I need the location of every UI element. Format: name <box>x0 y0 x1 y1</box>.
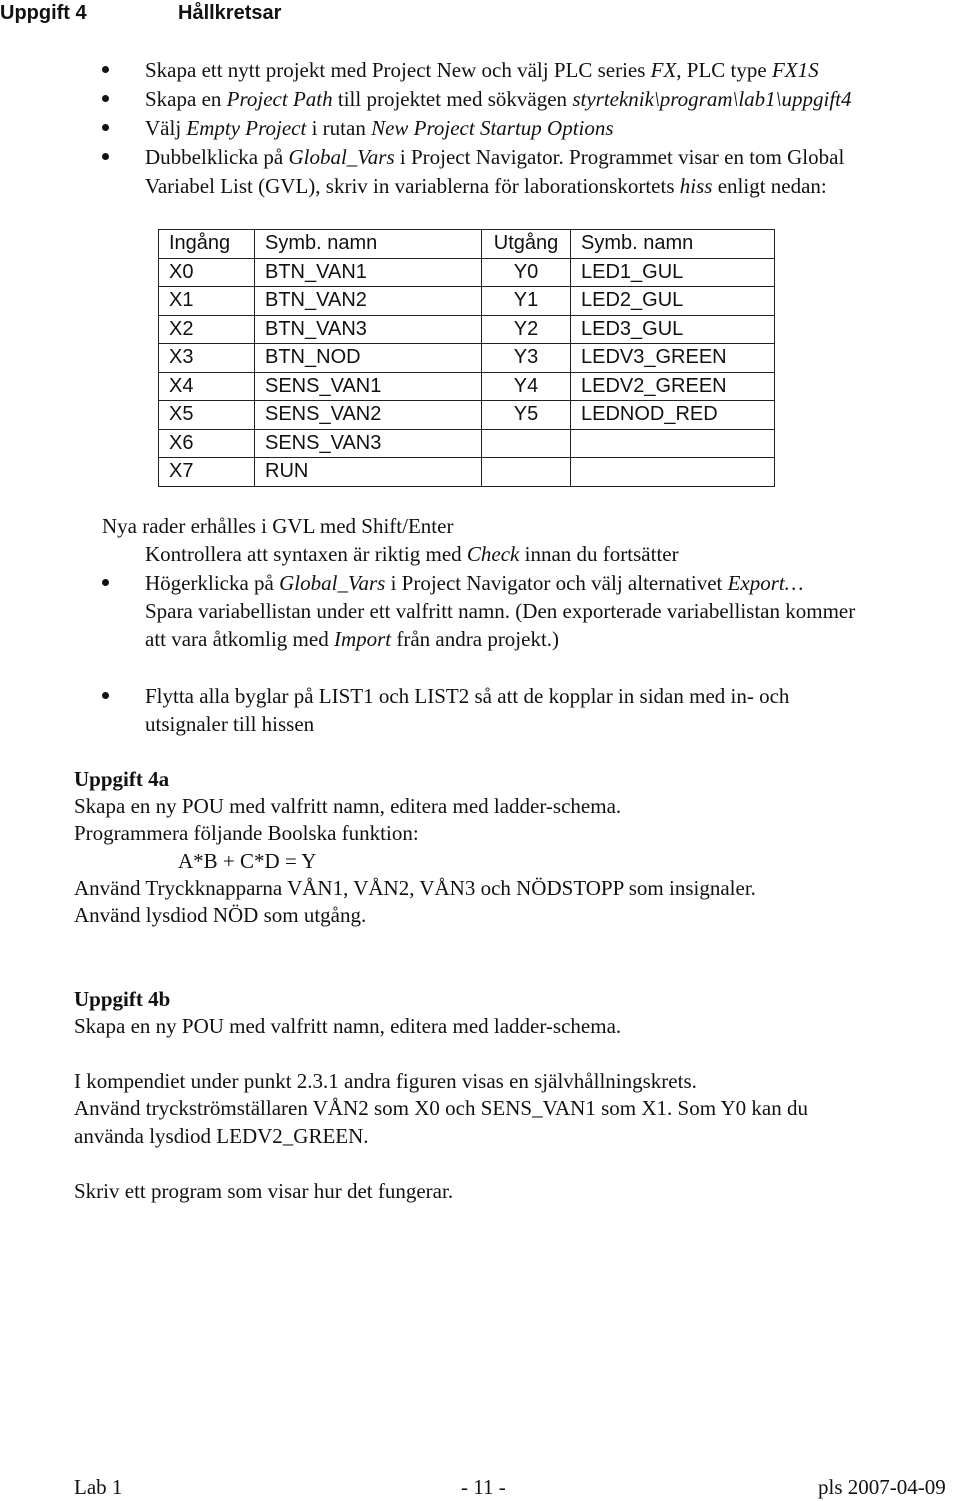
table-cell <box>571 429 775 458</box>
table-cell: X6 <box>159 429 255 458</box>
note-new-rows: Nya rader erhålles i GVL med Shift/Enter <box>102 514 454 538</box>
bullet-icon <box>102 153 109 160</box>
table-cell: X2 <box>159 315 255 344</box>
task-4a-line2: Programmera följande Boolska funktion: <box>74 821 419 845</box>
bullet-icon <box>102 66 109 73</box>
note-check-syntax: Kontrollera att syntaxen är riktig med Check innan du fortsätter <box>145 542 679 566</box>
table-cell: X3 <box>159 344 255 373</box>
table-cell <box>571 458 775 487</box>
table-cell: SENS_VAN2 <box>255 401 482 430</box>
bullet-global-vars-line2: Variabel List (GVL), skriv in variablerna för laborationskortets hiss enligt nedan: <box>145 174 827 198</box>
table-row <box>159 315 775 344</box>
bullet-icon <box>102 579 109 586</box>
bullet-global-vars: Dubbelklicka på Global_Vars i Project Navigator. Programmet visar en tom Global <box>145 145 845 169</box>
table-cell: LED3_GUL <box>571 315 775 344</box>
page-number: - 11 - <box>461 1475 506 1499</box>
table-cell <box>482 429 571 458</box>
table-cell: X1 <box>159 287 255 316</box>
task-4b-heading: Uppgift 4b <box>74 987 171 1011</box>
footer-date: pls 2007-04-09 <box>818 1475 946 1499</box>
table-cell: BTN_VAN1 <box>255 258 482 287</box>
task-number: Uppgift 4 <box>0 2 87 24</box>
table-cell: Y2 <box>482 315 571 344</box>
table-header: Ingång <box>159 230 255 259</box>
table-cell: X0 <box>159 258 255 287</box>
bullet-empty-project: Välj Empty Project i rutan New Project Startup Options <box>145 116 614 140</box>
bullet-jumpers-line2: utsignaler till hissen <box>145 712 315 736</box>
table-row <box>159 344 775 373</box>
table-header: Symb. namn <box>255 230 482 259</box>
table-row <box>159 258 775 287</box>
task-4a-line3: Använd Tryckknapparna VÅN1, VÅN2, VÅN3 och NÖDSTOPP som insignaler. <box>74 876 756 900</box>
bullet-export-line2: Spara variabellistan under ett valfritt namn. (Den exporterade variabellistan kommer <box>145 599 856 623</box>
bullet-icon <box>102 95 109 102</box>
bullet-jumpers: Flytta alla byglar på LIST1 och LIST2 så att de kopplar in sidan med in- och <box>145 684 790 708</box>
table-cell: Y5 <box>482 401 571 430</box>
table-cell: Y4 <box>482 372 571 401</box>
bullet-icon <box>102 124 109 131</box>
task-4b-line1: Skapa en ny POU med valfritt namn, editera med ladder-schema. <box>74 1014 622 1038</box>
task-4a-line4: Använd lysdiod NÖD som utgång. <box>74 903 367 927</box>
table-cell: LED1_GUL <box>571 258 775 287</box>
table-cell: Y3 <box>482 344 571 373</box>
task-4a-line1: Skapa en ny POU med valfritt namn, editera med ladder-schema. <box>74 794 622 818</box>
bullet-project-path: Skapa en Project Path till projektet med sökvägen styrteknik\program\lab1\uppgift4 <box>145 87 852 111</box>
boolean-formula: A*B + C*D = Y <box>178 849 317 873</box>
bullet-export-line3: att vara åtkomlig med Import från andra projekt.) <box>145 627 560 651</box>
task-4b-line3: Använd tryckströmställaren VÅN2 som X0 och SENS_VAN1 som X1. Som Y0 kan du <box>74 1096 808 1120</box>
page-title: Hållkretsar <box>178 2 282 24</box>
table-cell: BTN_VAN3 <box>255 315 482 344</box>
table-cell: LED2_GUL <box>571 287 775 316</box>
table-cell: X7 <box>159 458 255 487</box>
table-cell: Y0 <box>482 258 571 287</box>
table-header: Utgång <box>482 230 571 259</box>
table-row <box>159 401 775 430</box>
bullet-icon <box>102 692 109 699</box>
table-row <box>159 458 775 487</box>
table-header: Symb. namn <box>571 230 775 259</box>
variable-table <box>158 229 775 487</box>
table-row <box>159 429 775 458</box>
table-cell: LEDNOD_RED <box>571 401 775 430</box>
table-cell <box>482 458 571 487</box>
table-cell: BTN_VAN2 <box>255 287 482 316</box>
table-header-row <box>159 230 775 259</box>
footer-lab: Lab 1 <box>74 1475 123 1499</box>
bullet-export: Högerklicka på Global_Vars i Project Navigator och välj alternativet Export… <box>145 571 804 595</box>
table-cell: LEDV2_GREEN <box>571 372 775 401</box>
table-cell: X5 <box>159 401 255 430</box>
table-cell: SENS_VAN3 <box>255 429 482 458</box>
table-cell: Y1 <box>482 287 571 316</box>
table-row <box>159 287 775 316</box>
task-4b-line5: Skriv ett program som visar hur det fungerar. <box>74 1179 454 1203</box>
table-cell: BTN_NOD <box>255 344 482 373</box>
task-4b-line4: använda lysdiod LEDV2_GREEN. <box>74 1124 369 1148</box>
table-cell: RUN <box>255 458 482 487</box>
table-cell: X4 <box>159 372 255 401</box>
table-cell: SENS_VAN1 <box>255 372 482 401</box>
table-row <box>159 372 775 401</box>
table-cell: LEDV3_GREEN <box>571 344 775 373</box>
task-4a-heading: Uppgift 4a <box>74 767 170 791</box>
task-4b-line2: I kompendiet under punkt 2.3.1 andra figuren visas en självhållningskrets. <box>74 1069 697 1093</box>
bullet-project-new: Skapa ett nytt projekt med Project New och välj PLC series FX, PLC type FX1S <box>145 58 819 82</box>
